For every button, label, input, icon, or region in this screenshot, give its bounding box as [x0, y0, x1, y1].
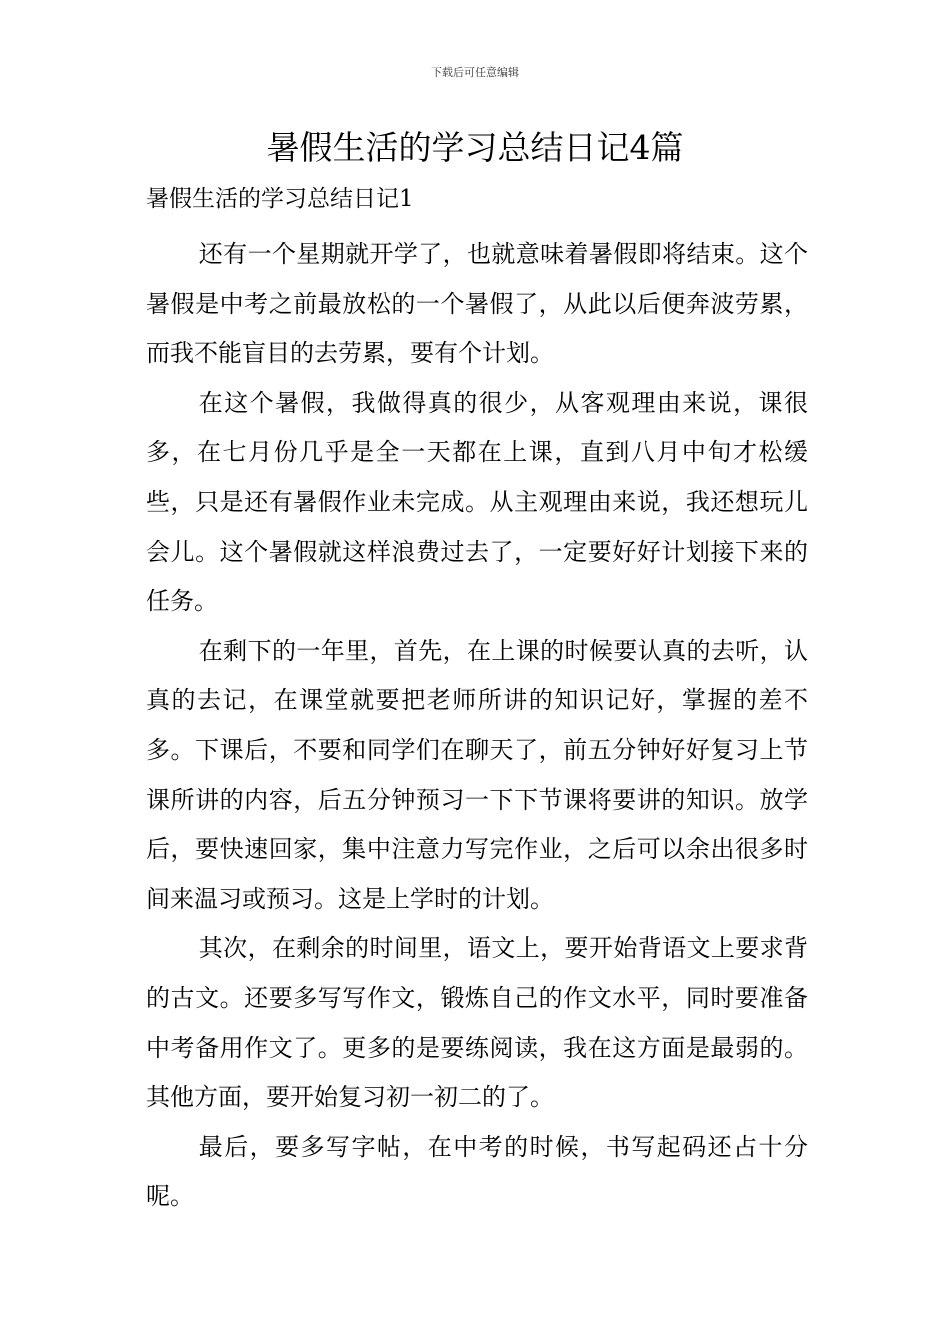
paragraph: 在剩下的一年里，首先，在上课的时候要认真的去听，认真的去记，在课堂就要把老师所讲的知识记好，掌握的差不多。下课后，不要和同学们在聊天了，前五分钟好好复习上节课所讲的内容，后五分钟预习一下下节课将要讲的知识。放学后，要快速回家，集中注意力写完作业，之后可以余出很多时间来温习或预习。这是上学时的计划。 [146, 636, 808, 913]
document-title: 暑假生活的学习总结日记4篇 [266, 128, 684, 167]
section-subtitle: 暑假生活的学习总结日记1 [146, 186, 414, 212]
paragraph: 最后，要多写字帖，在中考的时候，书写起码还占十分呢。 [146, 1132, 808, 1211]
paragraph: 在这个暑假，我做得真的很少，从客观理由来说，课很多，在七月份几乎是全一天都在上课，直到八月中旬才松缓些，只是还有暑假作业未完成。从主观理由来说，我还想玩儿会儿。这个暑假就这样浪费过去了，一定要好好计划接下来的任务。 [146, 388, 808, 616]
header-note: 下载后可任意编辑 [431, 66, 519, 79]
body-text [146, 230, 808, 1222]
paragraph: 还有一个星期就开学了，也就意味着暑假即将结束。这个暑假是中考之前最放松的一个暑假了，从此以后便奔波劳累，而我不能盲目的去劳累，要有个计划。 [146, 240, 808, 368]
paragraph: 其次，在剩余的时间里，语文上，要开始背语文上要求背的古文。还要多写写作文，锻炼自己的作文水平，同时要准备中考备用作文了。更多的是要练阅读，我在这方面是最弱的。其他方面，要开始复习初一初二的了。 [146, 934, 808, 1112]
